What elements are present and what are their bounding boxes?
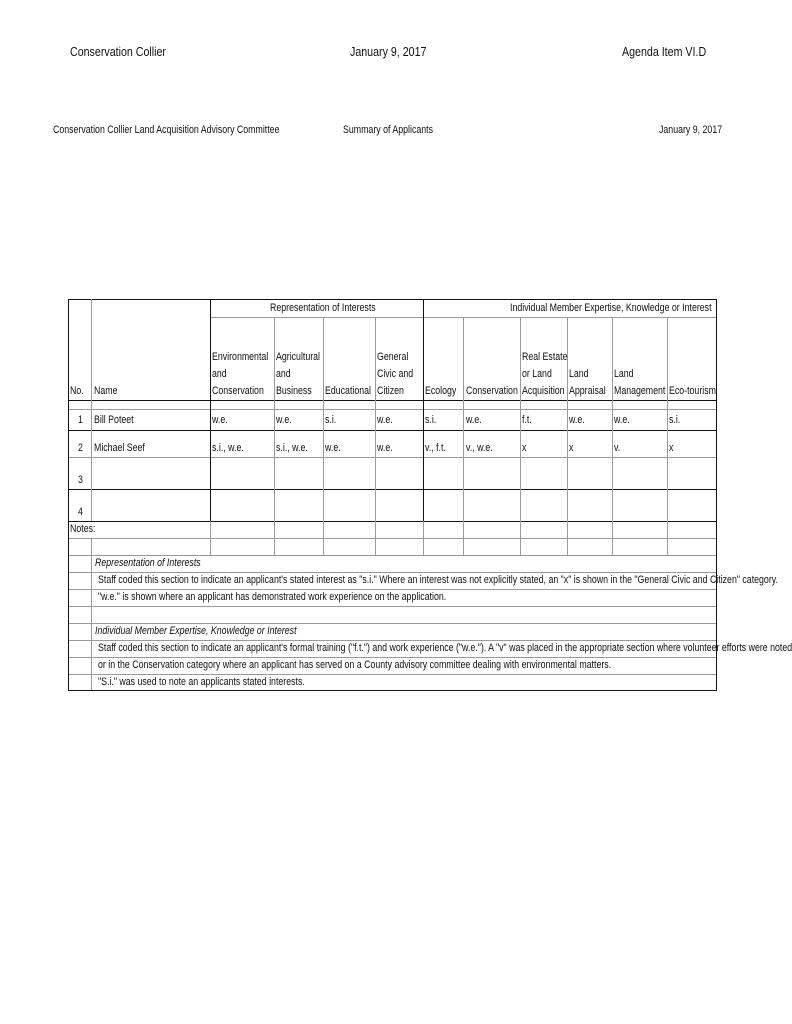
row-agricultural: w.e.: [276, 414, 292, 426]
col-header-agricultural: Agricultural and Business: [276, 351, 321, 397]
report-title: Summary of Applicants: [343, 124, 433, 136]
row-educational: w.e.: [325, 442, 341, 454]
col-header-land-management: Land Management: [614, 368, 666, 397]
col-header-ecology: Ecology: [425, 385, 457, 397]
col-header-land-appraisal: Land Appraisal: [569, 368, 606, 397]
col-header-real-estate: Real Estate or Land Acquisition: [522, 351, 568, 397]
row-land-appraisal: w.e.: [569, 414, 585, 426]
row-no: 2: [78, 442, 83, 454]
notes-expertise-line3: "S.i." was used to note an applicants stated interests.: [98, 676, 305, 688]
group-header-expertise: Individual Member Expertise, Knowledge or Interest: [510, 302, 712, 314]
row-general-civic: w.e.: [377, 442, 393, 454]
col-header-environmental: Environmental and Conservation: [212, 351, 269, 397]
row-real-estate: x: [522, 442, 527, 454]
row-environmental: s.i., w.e.: [212, 442, 244, 454]
report-committee: Conservation Collier Land Acquisition Advisory Committee: [53, 124, 280, 136]
notes-interests-line2: "w.e." is shown where an applicant has demonstrated work experience on the application.: [98, 591, 447, 603]
notes-expertise-line1: Staff coded this section to indicate an applicant's formal training ("f.t.") and work experience ("w.e."). A "v" was placed in the appropriate section where volunteer efforts were noted: [98, 642, 792, 654]
row-ecology: s.i.: [425, 414, 437, 426]
page-header-agenda-item: Agenda Item VI.D: [622, 44, 707, 59]
row-no: 1: [78, 414, 83, 426]
report-date: January 9, 2017: [659, 124, 723, 136]
row-real-estate: f.t.: [522, 414, 532, 426]
row-general-civic: w.e.: [377, 414, 393, 426]
row-environmental: w.e.: [212, 414, 228, 426]
row-name: Michael Seef: [94, 442, 145, 454]
row-land-appraisal: x: [569, 442, 574, 454]
col-header-educational: Educational: [325, 385, 371, 397]
row-no: 4: [78, 506, 83, 518]
row-conservation: w.e.: [466, 414, 482, 426]
row-educational: s.i.: [325, 414, 337, 426]
group-header-interests: Representation of Interests: [270, 302, 376, 314]
row-name: Bill Poteet: [94, 414, 134, 426]
row-eco-tourism: s.i.: [669, 414, 681, 426]
row-ecology: v., f.t.: [425, 442, 446, 454]
notes-label: Notes:: [70, 523, 96, 535]
col-header-conservation: Conservation: [466, 385, 518, 397]
page-header-date: January 9, 2017: [350, 44, 427, 59]
row-conservation: v., w.e.: [466, 442, 493, 454]
row-no: 3: [78, 474, 83, 486]
row-eco-tourism: x: [669, 442, 674, 454]
notes-expertise-line2: or in the Conservation category where an applicant has served on a County advisory committee dealing with environmental matters.: [98, 659, 612, 671]
notes-expertise-heading: Individual Member Expertise, Knowledge or Interest: [95, 625, 297, 637]
row-agricultural: s.i., w.e.: [276, 442, 308, 454]
col-header-general-civic: General Civic and Citizen: [377, 351, 414, 397]
page-header-left: Conservation Collier: [70, 44, 166, 59]
col-header-name: Name: [94, 385, 118, 397]
col-header-eco-tourism: Eco-tourism: [669, 385, 716, 397]
col-header-no: No.: [70, 385, 84, 397]
row-land-management: v.: [614, 442, 621, 454]
row-land-management: w.e.: [614, 414, 630, 426]
notes-interests-line1: Staff coded this section to indicate an applicant's stated interest as "s.i." Where an interest was not explicitly stated, an "x" is shown in the "General Civic and Citizen" category.: [98, 574, 778, 586]
notes-interests-heading: Representation of Interests: [95, 557, 201, 569]
